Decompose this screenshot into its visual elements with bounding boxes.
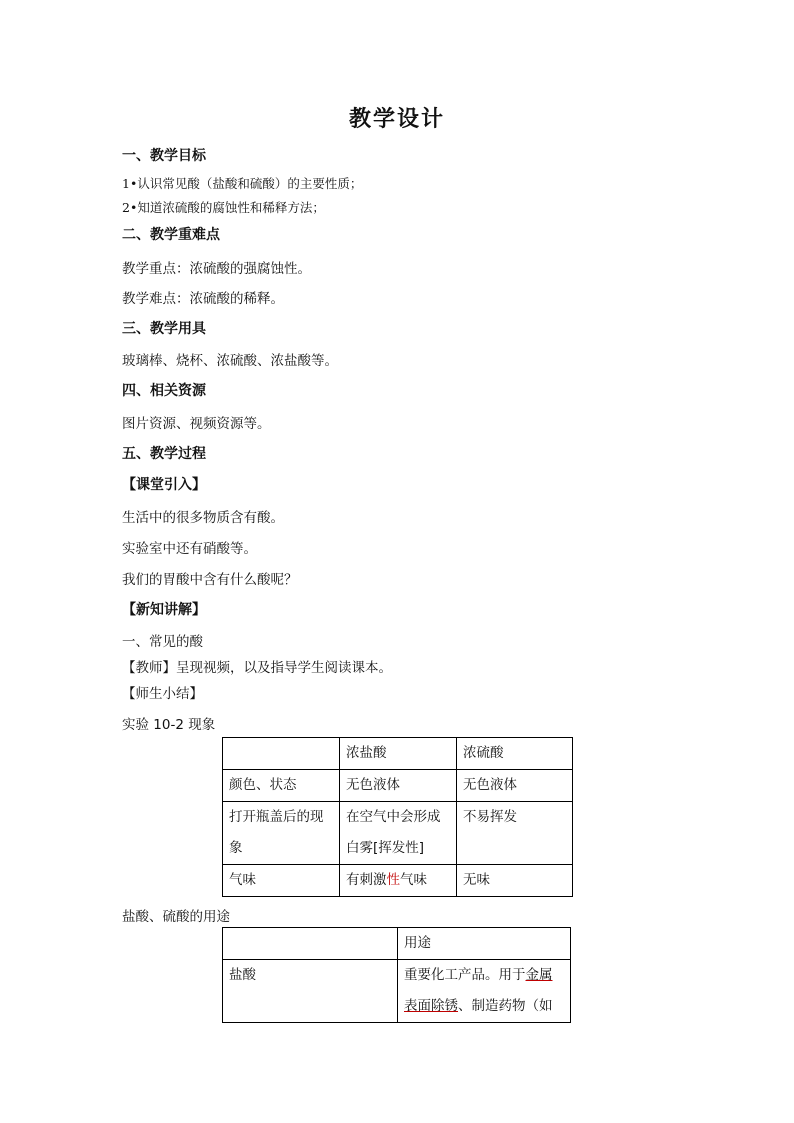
- difficulty-point: 教学难点：浓硫酸的稀释。: [122, 291, 284, 307]
- page-title: 教学设计: [348, 106, 445, 132]
- table-header-row: [223, 738, 573, 770]
- table-cell: 在空气中会形成 白雾[挥发性]: [340, 802, 457, 865]
- objective-item: 2•知道浓硫酸的腐蚀性和稀释方法；: [122, 200, 325, 215]
- section-heading-process: 五、教学过程: [122, 446, 206, 462]
- new-knowledge-heading: 【新知讲解】: [122, 602, 206, 618]
- experiment-caption: 实验 10-2 现象: [122, 717, 216, 733]
- summary-heading: 【师生小结】: [122, 686, 203, 702]
- acid-uses-table: [222, 927, 571, 1023]
- table-cell: 用途: [398, 928, 571, 960]
- table-cell: 气味: [223, 865, 340, 897]
- table-cell: 有刺激性气味: [340, 865, 457, 897]
- table-cell: 不易挥发: [457, 802, 573, 865]
- table-cell: 重要化工产品。用于金属 表面除锈、制造药物（如: [398, 960, 571, 1023]
- table-cell: 无色液体: [457, 770, 573, 802]
- intro-line: 实验室中还有硝酸等。: [122, 541, 257, 557]
- intro-line: 我们的胃酸中含有什么酸呢？: [122, 572, 298, 588]
- table-cell: 无味: [457, 865, 573, 897]
- subheading-common-acids: 一、常见的酸: [122, 634, 203, 650]
- tools-text: 玻璃棒、烧杯、浓硫酸、浓盐酸等。: [122, 353, 338, 369]
- table-cell: 颜色、状态: [223, 770, 340, 802]
- table-row: [223, 770, 573, 802]
- table-cell: 浓硫酸: [457, 738, 573, 770]
- table-cell: 浓盐酸: [340, 738, 457, 770]
- intro-line: 生活中的很多物质含有酸。: [122, 510, 284, 526]
- table-cell: [223, 928, 398, 960]
- section-heading-resources: 四、相关资源: [122, 383, 206, 399]
- resources-text: 图片资源、视频资源等。: [122, 416, 271, 432]
- intro-heading: 【课堂引入】: [122, 477, 206, 493]
- objective-item: 1•认识常见酸（盐酸和硫酸）的主要性质；: [122, 176, 363, 191]
- table-row: [223, 802, 573, 865]
- section-heading-tools: 三、教学用具: [122, 321, 206, 337]
- table-cell: [223, 738, 340, 770]
- section-heading-objectives: 一、教学目标: [122, 148, 206, 164]
- table-row: [223, 865, 573, 897]
- table-cell: 打开瓶盖后的现 象: [223, 802, 340, 865]
- section-heading-key-points: 二、教学重难点: [122, 227, 220, 243]
- table-row: [223, 960, 571, 1023]
- uses-caption: 盐酸、硫酸的用途: [122, 909, 230, 925]
- table-cell: 无色液体: [340, 770, 457, 802]
- key-point: 教学重点：浓硫酸的强腐蚀性。: [122, 261, 311, 277]
- table-header-row: [223, 928, 571, 960]
- acid-properties-table: [222, 737, 573, 897]
- table-cell: 盐酸: [223, 960, 398, 1023]
- teacher-note: 【教师】呈现视频，以及指导学生阅读课本。: [122, 660, 392, 676]
